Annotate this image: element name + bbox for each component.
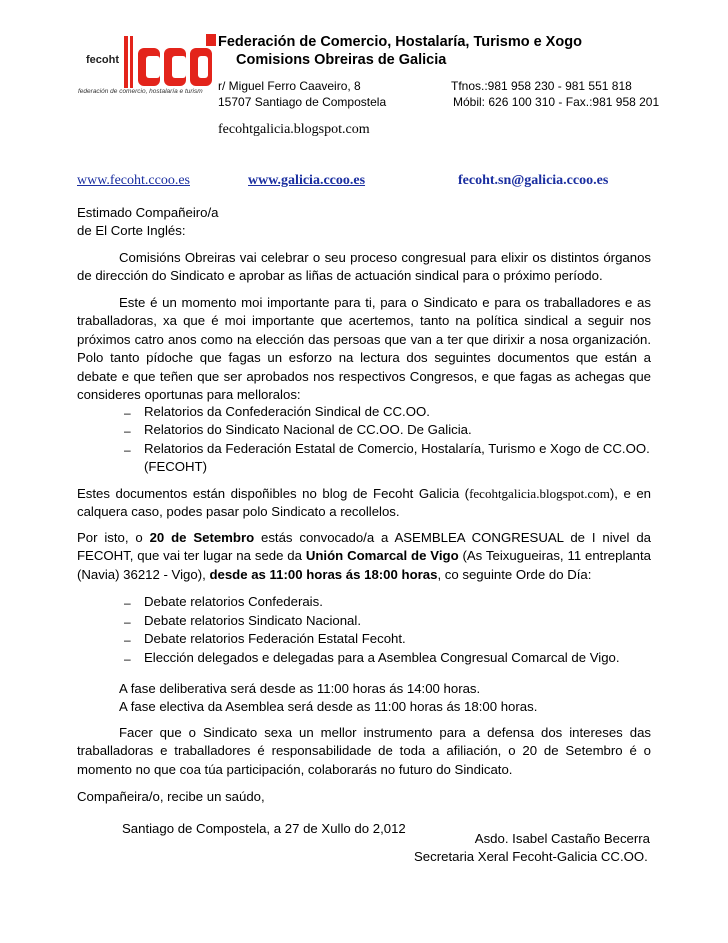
list-item: Relatorios da Federación Estatal de Comercio, Hostalaría, Turismo e Xogo de CC.OO. (FECOHT) <box>144 441 650 475</box>
agenda-item: Elección delegados e delegadas para a Asemblea Congresual Comarcal de Vigo. <box>144 650 620 665</box>
phase-electoral: A fase electiva da Asemblea será desde as 11:00 horas ás 18:00 horas. <box>119 699 538 714</box>
logo-tagline: federación de comercio, hostalaría e turism <box>78 88 203 95</box>
convocation-date: 20 de Setembro <box>149 530 255 545</box>
greeting-line1: Estimado Compañeiro/a <box>77 205 219 220</box>
address-line1: r/ Miguel Ferro Caaveiro, 8 <box>218 79 361 93</box>
paragraph-convocation <box>77 529 651 584</box>
paragraph-documents-text: Estes documentos están dispoñibles no blog de Fecoht Galicia ( <box>77 486 470 501</box>
agenda-item: Debate relatorios Federación Estatal Fecoht. <box>144 631 406 646</box>
bullet-dash: – <box>124 424 131 438</box>
convocation-hours: desde as 11:00 horas ás 18:00 horas <box>209 566 438 582</box>
fecoht-ccoo-logo <box>78 34 216 98</box>
paragraph-participation: Facer que o Sindicato sexa un mellor instrumento para a defensa dos intereses das traballadoras e traballadores é responsabilidade de toda a afiliación, o 20 de Setembro é o momento no que coa túa participación, colaborarás no futuro do Sindicato. <box>77 725 651 777</box>
paragraph-documents-text: ), e en calquera caso, podes pasar polo Sindicato a recollelos. <box>77 486 651 520</box>
bullet-dash: – <box>124 406 131 420</box>
convocation-text: Por isto, o <box>77 530 150 545</box>
agenda-item: Debate relatorios Sindicato Nacional. <box>144 613 361 628</box>
agenda-item: Debate relatorios Confederais. <box>144 594 323 609</box>
place-and-date: Santiago de Compostela, a 27 de Xullo do 2,012 <box>122 821 406 836</box>
logo-brand-small: fecoht <box>86 54 119 66</box>
phone-line2: Móbil: 626 100 310 - Fax.:981 958 201 <box>453 95 660 109</box>
org-name-line2: Comisions Obreiras de Galicia <box>236 52 447 68</box>
bullet-dash: – <box>124 443 131 457</box>
paragraph-intro: Comisións Obreiras vai celebrar o seu proceso congresual para elixir os distintos órganos de dirección do Sindicato e aprobar as liñas de actuación sindical para o próximo período. <box>77 250 651 284</box>
bullet-dash: – <box>124 615 131 629</box>
blog-reference: fecohtgalicia.blogspot.com <box>469 486 610 501</box>
bullet-dash: – <box>124 633 131 647</box>
closing-salutation: Compañeira/o, recibe un saúdo, <box>77 789 265 804</box>
link-galicia-web[interactable]: www.galicia.ccoo.es <box>248 173 366 188</box>
convocation-venue: Unión Comarcal de Vigo <box>305 548 459 564</box>
bullet-dash: – <box>124 596 131 610</box>
list-item: Relatorios do Sindicato Nacional de CC.OO. De Galicia. <box>144 422 472 437</box>
convocation-text: , co seguinte Orde do Día: <box>437 566 592 582</box>
org-name-line1: Federación de Comercio, Hostalaría, Turismo e Xogo <box>218 34 582 50</box>
phase-deliberative: A fase deliberativa será desde as 11:00 horas ás 14:00 horas. <box>119 681 481 696</box>
address-line2: 15707 Santiago de Compostela <box>218 95 387 109</box>
list-item: Relatorios da Confederación Sindical de CC.OO. <box>144 404 430 419</box>
link-email[interactable]: fecoht.sn@galicia.ccoo.es <box>458 173 609 188</box>
blog-address: fecohtgalicia.blogspot.com <box>218 122 370 137</box>
paragraph-importance: Este é un momento moi importante para ti, para o Sindicato e para os traballadores e as traballadoras, xa que é moi importante que acertemos, tanto na política sindical a seguir nos próximos catro anos como na elección das persoas que van a ter que dirixir a nosa organización. Polo tanto pídoche que fagas un esforzo na lectura dos seguintes documentos que están a debate e que teñen que ser aprobados nos respectivos Congresos, e que fagas as achegas que consideres oportunas para melloralos: <box>77 295 651 403</box>
signature-role: Secretaria Xeral Fecoht-Galicia CC.OO. <box>414 849 648 864</box>
convocation-text: (As Teixugueiras, 11 entreplanta (Navia) 36212 - Vigo), <box>77 548 652 582</box>
link-fecoht-web[interactable]: www.fecoht.ccoo.es <box>77 173 190 188</box>
convocation-text: estás convocado/a a ASEMBLEA CONGRESUAL de I nivel da FECOHT, que vai ter lugar na sede da <box>77 530 651 564</box>
signature-name: Asdo. Isabel Castaño Becerra <box>474 831 650 846</box>
phone-line1: Tfnos.:981 958 230 - 981 551 818 <box>451 79 632 93</box>
bullet-dash: – <box>124 652 131 666</box>
paragraph-documents <box>77 485 651 522</box>
greeting-line2: de El Corte Inglés: <box>77 223 186 238</box>
